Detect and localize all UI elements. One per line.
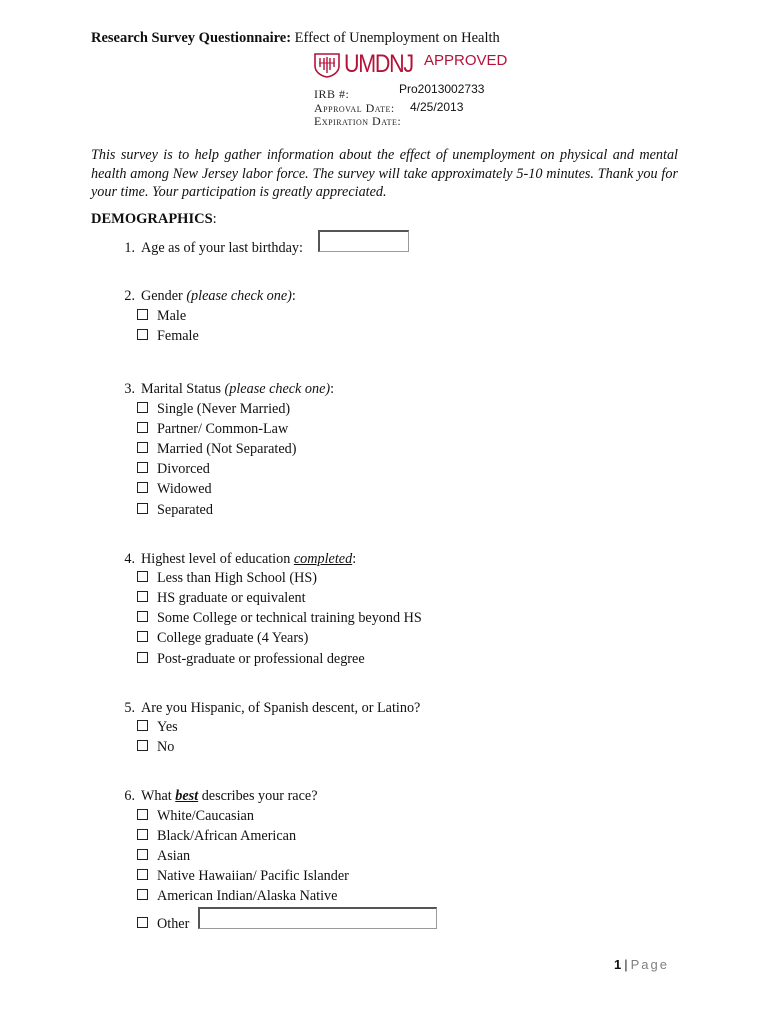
checkbox[interactable] xyxy=(137,422,148,433)
question-number: 2. xyxy=(124,288,135,304)
option-label: Divorced xyxy=(157,461,210,477)
demographics-heading-text: DEMOGRAPHICS xyxy=(91,211,213,227)
question-text: Marital Status xyxy=(141,381,225,397)
checkbox[interactable] xyxy=(137,309,148,320)
option-divorced[interactable] xyxy=(137,461,210,478)
option-label: Separated xyxy=(157,502,213,518)
checkbox[interactable] xyxy=(137,442,148,453)
question-text: Highest level of education xyxy=(141,551,294,567)
option-label: Black/African American xyxy=(157,828,297,844)
expiration-date-label: Expiration Date: xyxy=(314,114,402,128)
option-yes[interactable] xyxy=(137,719,178,736)
question-colon: : xyxy=(330,381,335,397)
option-label: Native Hawaiian/ Pacific Islander xyxy=(157,868,349,884)
option-label: Married (Not Separated) xyxy=(157,441,297,457)
checkbox[interactable] xyxy=(137,571,148,582)
question-number: 1. xyxy=(124,240,135,256)
irb-number: Pro2013002733 xyxy=(399,82,485,96)
question-5 xyxy=(111,700,420,717)
option-label: Some College or technical training beyond HS xyxy=(157,610,422,626)
option-widowed[interactable] xyxy=(137,481,212,498)
age-input[interactable] xyxy=(318,230,409,252)
option-female[interactable] xyxy=(137,328,199,345)
checkbox[interactable] xyxy=(137,869,148,880)
question-text: Age as of your last birthday: xyxy=(141,240,303,256)
checkbox[interactable] xyxy=(137,829,148,840)
checkbox[interactable] xyxy=(137,591,148,602)
option-label: No xyxy=(157,739,175,755)
question-colon: : xyxy=(352,551,357,567)
irb-label: IRB #: xyxy=(314,87,350,101)
question-text-tail: describes your race? xyxy=(198,788,318,804)
option-no[interactable] xyxy=(137,739,174,756)
question-text: What xyxy=(141,788,176,804)
option-label: White/Caucasian xyxy=(157,808,254,824)
option-label: Single (Never Married) xyxy=(157,401,291,417)
option-label: Other xyxy=(157,916,190,932)
page-number: 1 xyxy=(614,957,622,972)
option-label: HS graduate or equivalent xyxy=(157,590,306,606)
checkbox[interactable] xyxy=(137,849,148,860)
checkbox[interactable] xyxy=(137,917,148,928)
question-6 xyxy=(111,788,318,805)
checkbox[interactable] xyxy=(137,503,148,514)
approval-date-value: 4/25/2013 xyxy=(410,100,464,114)
question-number: 3. xyxy=(124,381,135,397)
document-title xyxy=(91,30,500,47)
option-label: Female xyxy=(157,328,199,344)
option-less-than-hs[interactable] xyxy=(137,570,317,587)
question-number: 5. xyxy=(124,700,135,716)
question-text: Gender xyxy=(141,288,187,304)
umdnj-logo-text: UMDNJ xyxy=(344,50,413,78)
title-bold: Research Survey Questionnaire: xyxy=(91,30,292,46)
question-number: 4. xyxy=(124,551,135,567)
title-rest: Effect of Unemployment on Health xyxy=(291,30,500,46)
option-label: Partner/ Common-Law xyxy=(157,421,289,437)
question-emphasis: completed xyxy=(293,551,353,567)
checkbox[interactable] xyxy=(137,740,148,751)
option-white[interactable] xyxy=(137,808,254,825)
checkbox[interactable] xyxy=(137,482,148,493)
question-2 xyxy=(111,288,296,305)
checkbox[interactable] xyxy=(137,329,148,340)
question-1 xyxy=(111,240,303,257)
checkbox[interactable] xyxy=(137,889,148,900)
option-college-graduate[interactable] xyxy=(137,630,308,647)
approval-date-label: Approval Date: xyxy=(314,101,395,115)
option-label: Asian xyxy=(157,848,191,864)
question-hint: (please check one) xyxy=(224,381,331,397)
option-other[interactable] xyxy=(137,916,189,933)
checkbox[interactable] xyxy=(137,720,148,731)
demographics-colon: : xyxy=(212,211,217,227)
checkbox[interactable] xyxy=(137,402,148,413)
option-some-college[interactable] xyxy=(137,610,422,627)
question-3 xyxy=(111,381,334,398)
demographics-heading xyxy=(91,211,217,228)
question-colon: : xyxy=(291,288,296,304)
option-single[interactable] xyxy=(137,401,290,418)
checkbox[interactable] xyxy=(137,809,148,820)
page-separator: | xyxy=(624,957,628,972)
question-number: 6. xyxy=(124,788,135,804)
option-separated[interactable] xyxy=(137,502,213,519)
intro-paragraph: This survey is to help gather information about the effect of unemployment on physical and mental health among New Jersey labor force. The survey will take approximately 5-10 minutes. Thank you for your time. Your participation is greatly appreciated. xyxy=(91,147,678,200)
option-black[interactable] xyxy=(137,828,296,845)
option-label: Post-graduate or professional degree xyxy=(157,651,365,667)
option-partner[interactable] xyxy=(137,421,288,438)
option-label: Yes xyxy=(157,719,178,735)
page-footer xyxy=(614,957,669,972)
other-race-input[interactable] xyxy=(198,907,437,929)
question-hint: (please check one) xyxy=(186,288,292,304)
question-text: Are you Hispanic, of Spanish descent, or Latino? xyxy=(141,700,421,716)
option-label: Less than High School (HS) xyxy=(157,570,317,586)
option-label: Widowed xyxy=(157,481,212,497)
option-male[interactable] xyxy=(137,308,186,325)
checkbox[interactable] xyxy=(137,462,148,473)
page-word: Page xyxy=(630,957,669,972)
question-emphasis: best xyxy=(175,788,199,804)
option-post-graduate[interactable] xyxy=(137,651,365,668)
option-hs-graduate[interactable] xyxy=(137,590,306,607)
option-american-indian[interactable] xyxy=(137,888,337,905)
option-label: College graduate (4 Years) xyxy=(157,630,309,646)
option-label: American Indian/Alaska Native xyxy=(157,888,338,904)
question-4 xyxy=(111,551,356,568)
option-asian[interactable] xyxy=(137,848,190,865)
checkbox[interactable] xyxy=(137,611,148,622)
approved-stamp: APPROVED xyxy=(424,52,508,69)
option-married[interactable] xyxy=(137,441,296,458)
option-label: Male xyxy=(157,308,187,324)
checkbox[interactable] xyxy=(137,631,148,642)
checkbox[interactable] xyxy=(137,652,148,663)
option-native-hawaiian[interactable] xyxy=(137,868,349,885)
umdnj-seal-icon xyxy=(313,52,341,78)
